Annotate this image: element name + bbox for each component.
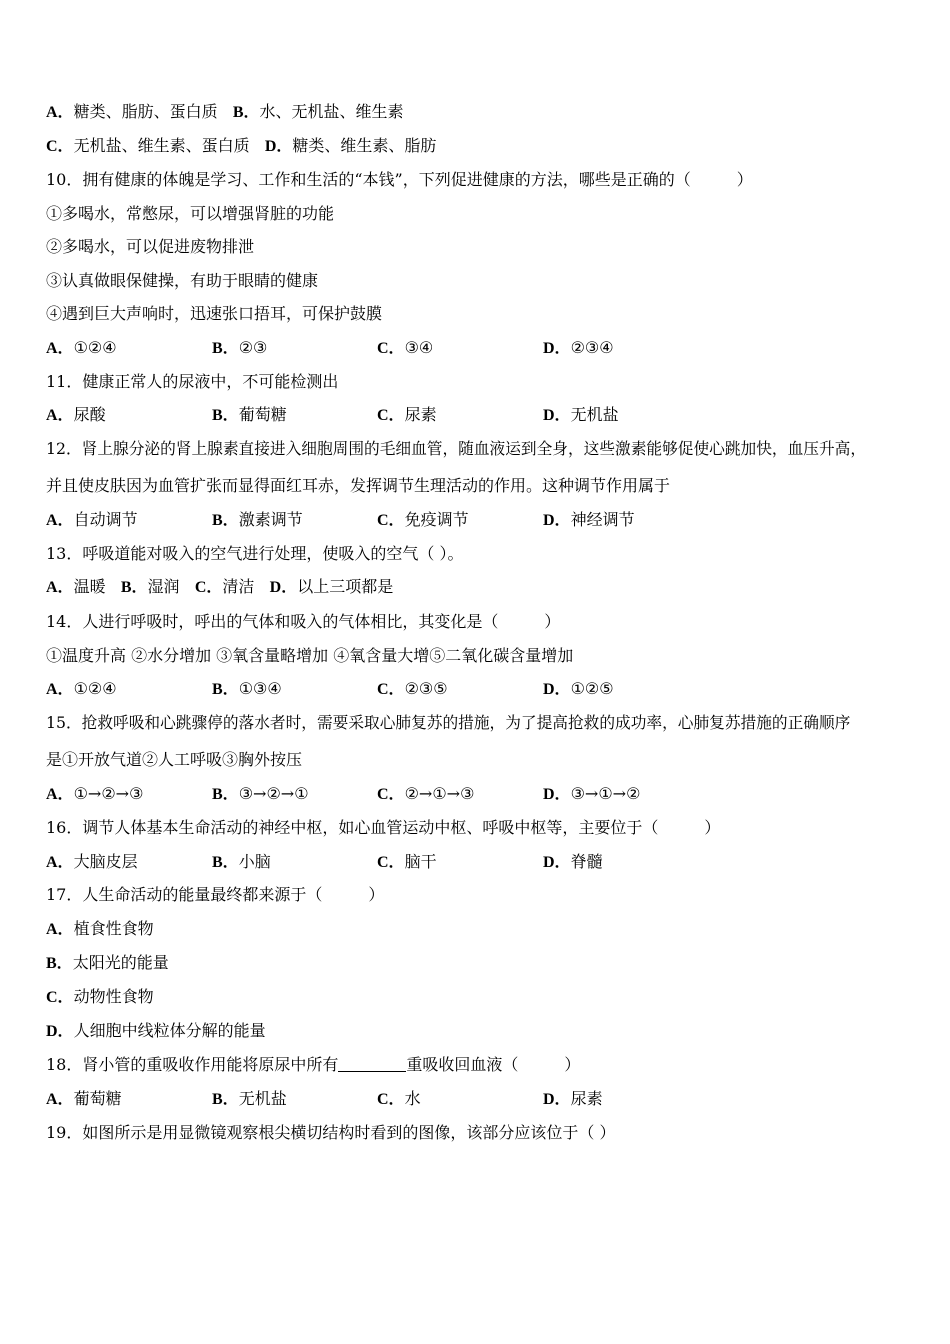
option-d: D．③→①→②: [543, 784, 641, 803]
q12-stem-line2: 并且使皮肤因为血管扩张而显得面红耳赤，发挥调节生理活动的作用。这种调节作用属于: [46, 476, 671, 495]
q13-options: [46, 576, 393, 599]
q14-stem: [46, 611, 560, 633]
answer-blank: [338, 1055, 406, 1072]
q14-options: [46, 678, 906, 700]
q9-options-row1: [46, 101, 404, 124]
q10-stem: [46, 169, 753, 191]
stem-text: 17．人生命活动的能量最终都来源于（: [46, 885, 323, 904]
option-a: A．①→②→③: [46, 784, 144, 803]
option-d: D．①②⑤: [543, 679, 614, 698]
option-text: 糖类、维生素、脂肪: [292, 136, 437, 155]
q17-option-d: D．人细胞中线粒体分解的能量: [46, 1021, 266, 1040]
option-b: B．葡萄糖: [212, 405, 287, 424]
q18-stem: [46, 1054, 580, 1076]
q15-stem-line1: 15．抢救呼吸和心跳骤停的落水者时，需要采取心肺复苏的措施，为了提高抢救的成功率，心肺复苏措施的正确顺序: [46, 713, 851, 732]
stem-text: 10．拥有健康的体魄是学习、工作和生活的“本钱”，下列促进健康的方法，哪些是正确的（: [46, 170, 691, 189]
q17-option-c: C．动物性食物: [46, 987, 154, 1006]
option-d: D．以上三项都是: [269, 577, 394, 596]
option-b: B．无机盐: [212, 1089, 287, 1108]
option-a: A．①②④: [46, 338, 117, 357]
stem-text: 重吸收回血液（: [406, 1055, 519, 1074]
q10-options: [46, 337, 906, 359]
q13-stem: 13．呼吸道能对吸入的空气进行处理，使吸入的空气（ ）。: [46, 544, 464, 563]
q17-option-b: B．太阳光的能量: [46, 953, 169, 972]
option-label: B．: [232, 104, 260, 121]
option-text: 糖类、脂肪、蛋白质: [73, 102, 218, 121]
q10-item-2: ②多喝水，可以促进废物排泄: [46, 237, 255, 256]
option-a: A．尿酸: [46, 405, 106, 424]
option-b: B．小脑: [212, 852, 271, 871]
stem-text: ）: [564, 1055, 581, 1074]
option-label: D．: [264, 138, 293, 155]
option-d: D．尿素: [543, 1089, 603, 1108]
q17-option-a: A．植食性食物: [46, 919, 154, 938]
option-b: B．②③: [212, 338, 268, 357]
option-label: A．: [46, 104, 74, 121]
stem-text: ）: [368, 885, 385, 904]
option-c: C．③④: [377, 338, 434, 357]
option-c: C．②③⑤: [377, 679, 448, 698]
option-c: C．免疫调节: [377, 510, 469, 529]
q10-item-3: ③认真做眼保健操，有助于眼睛的健康: [46, 271, 319, 290]
stem-text: 16．调节人体基本生命活动的神经中枢，如心血管运动中枢、呼吸中枢等，主要位于（: [46, 818, 659, 837]
q12-stem-line1: 12．肾上腺分泌的肾上腺素直接进入细胞周围的毛细血管，随血液运到全身，这些激素能够促使心跳加快，血压升高，: [46, 439, 867, 458]
option-label: C．: [46, 138, 74, 155]
q10-item-1: ①多喝水，常憋尿，可以增强肾脏的功能: [46, 204, 335, 223]
q9-options-row2: [46, 135, 436, 158]
q12-options: [46, 509, 906, 531]
option-text: 水、无机盐、维生素: [259, 102, 404, 121]
option-c: C．水: [377, 1089, 421, 1108]
option-a: A．葡萄糖: [46, 1089, 122, 1108]
q11-options: [46, 404, 906, 426]
q16-options: [46, 851, 906, 873]
q14-items: ①温度升高 ②水分增加 ③氧含量略增加 ④氧含量大增⑤二氧化碳含量增加: [46, 646, 574, 665]
q15-stem-line2: 是①开放气道②人工呼吸③胸外按压: [46, 750, 303, 769]
option-c: C．脑干: [377, 852, 437, 871]
option-d: D．无机盐: [543, 405, 619, 424]
option-c: C．②→①→③: [377, 784, 475, 803]
stem-text: 14．人进行呼吸时，呼出的气体和吸入的气体相比，其变化是（: [46, 612, 499, 631]
q18-options: [46, 1088, 906, 1110]
option-a: A．自动调节: [46, 510, 138, 529]
option-text: 无机盐、维生素、蛋白质: [73, 136, 250, 155]
stem-text: 18．肾小管的重吸收作用能将原尿中所有: [46, 1055, 339, 1074]
q17-stem: [46, 884, 384, 906]
option-b: B．湿润: [120, 577, 180, 596]
stem-text: ）: [544, 612, 561, 631]
option-d: D．神经调节: [543, 510, 635, 529]
option-d: D．②③④: [543, 338, 614, 357]
option-a: A．温暖: [46, 577, 106, 596]
option-a: A．①②④: [46, 679, 117, 698]
option-c: C．清洁: [194, 577, 255, 596]
option-b: B．激素调节: [212, 510, 303, 529]
option-a: A．大脑皮层: [46, 852, 138, 871]
option-b: B．①③④: [212, 679, 282, 698]
option-c: C．尿素: [377, 405, 437, 424]
stem-text: ）: [704, 818, 721, 837]
q15-options: [46, 783, 906, 805]
option-b: B．③→②→①: [212, 784, 309, 803]
stem-text: ）: [736, 170, 753, 189]
q11-stem: 11．健康正常人的尿液中，不可能检测出: [46, 372, 339, 391]
q16-stem: [46, 817, 720, 839]
q10-item-4: ④遇到巨大声响时，迅速张口捂耳，可保护鼓膜: [46, 304, 383, 323]
q19-stem: 19．如图所示是用显微镜观察根尖横切结构时看到的图像，该部分应该位于（ ）: [46, 1123, 616, 1142]
option-d: D．脊髓: [543, 852, 603, 871]
